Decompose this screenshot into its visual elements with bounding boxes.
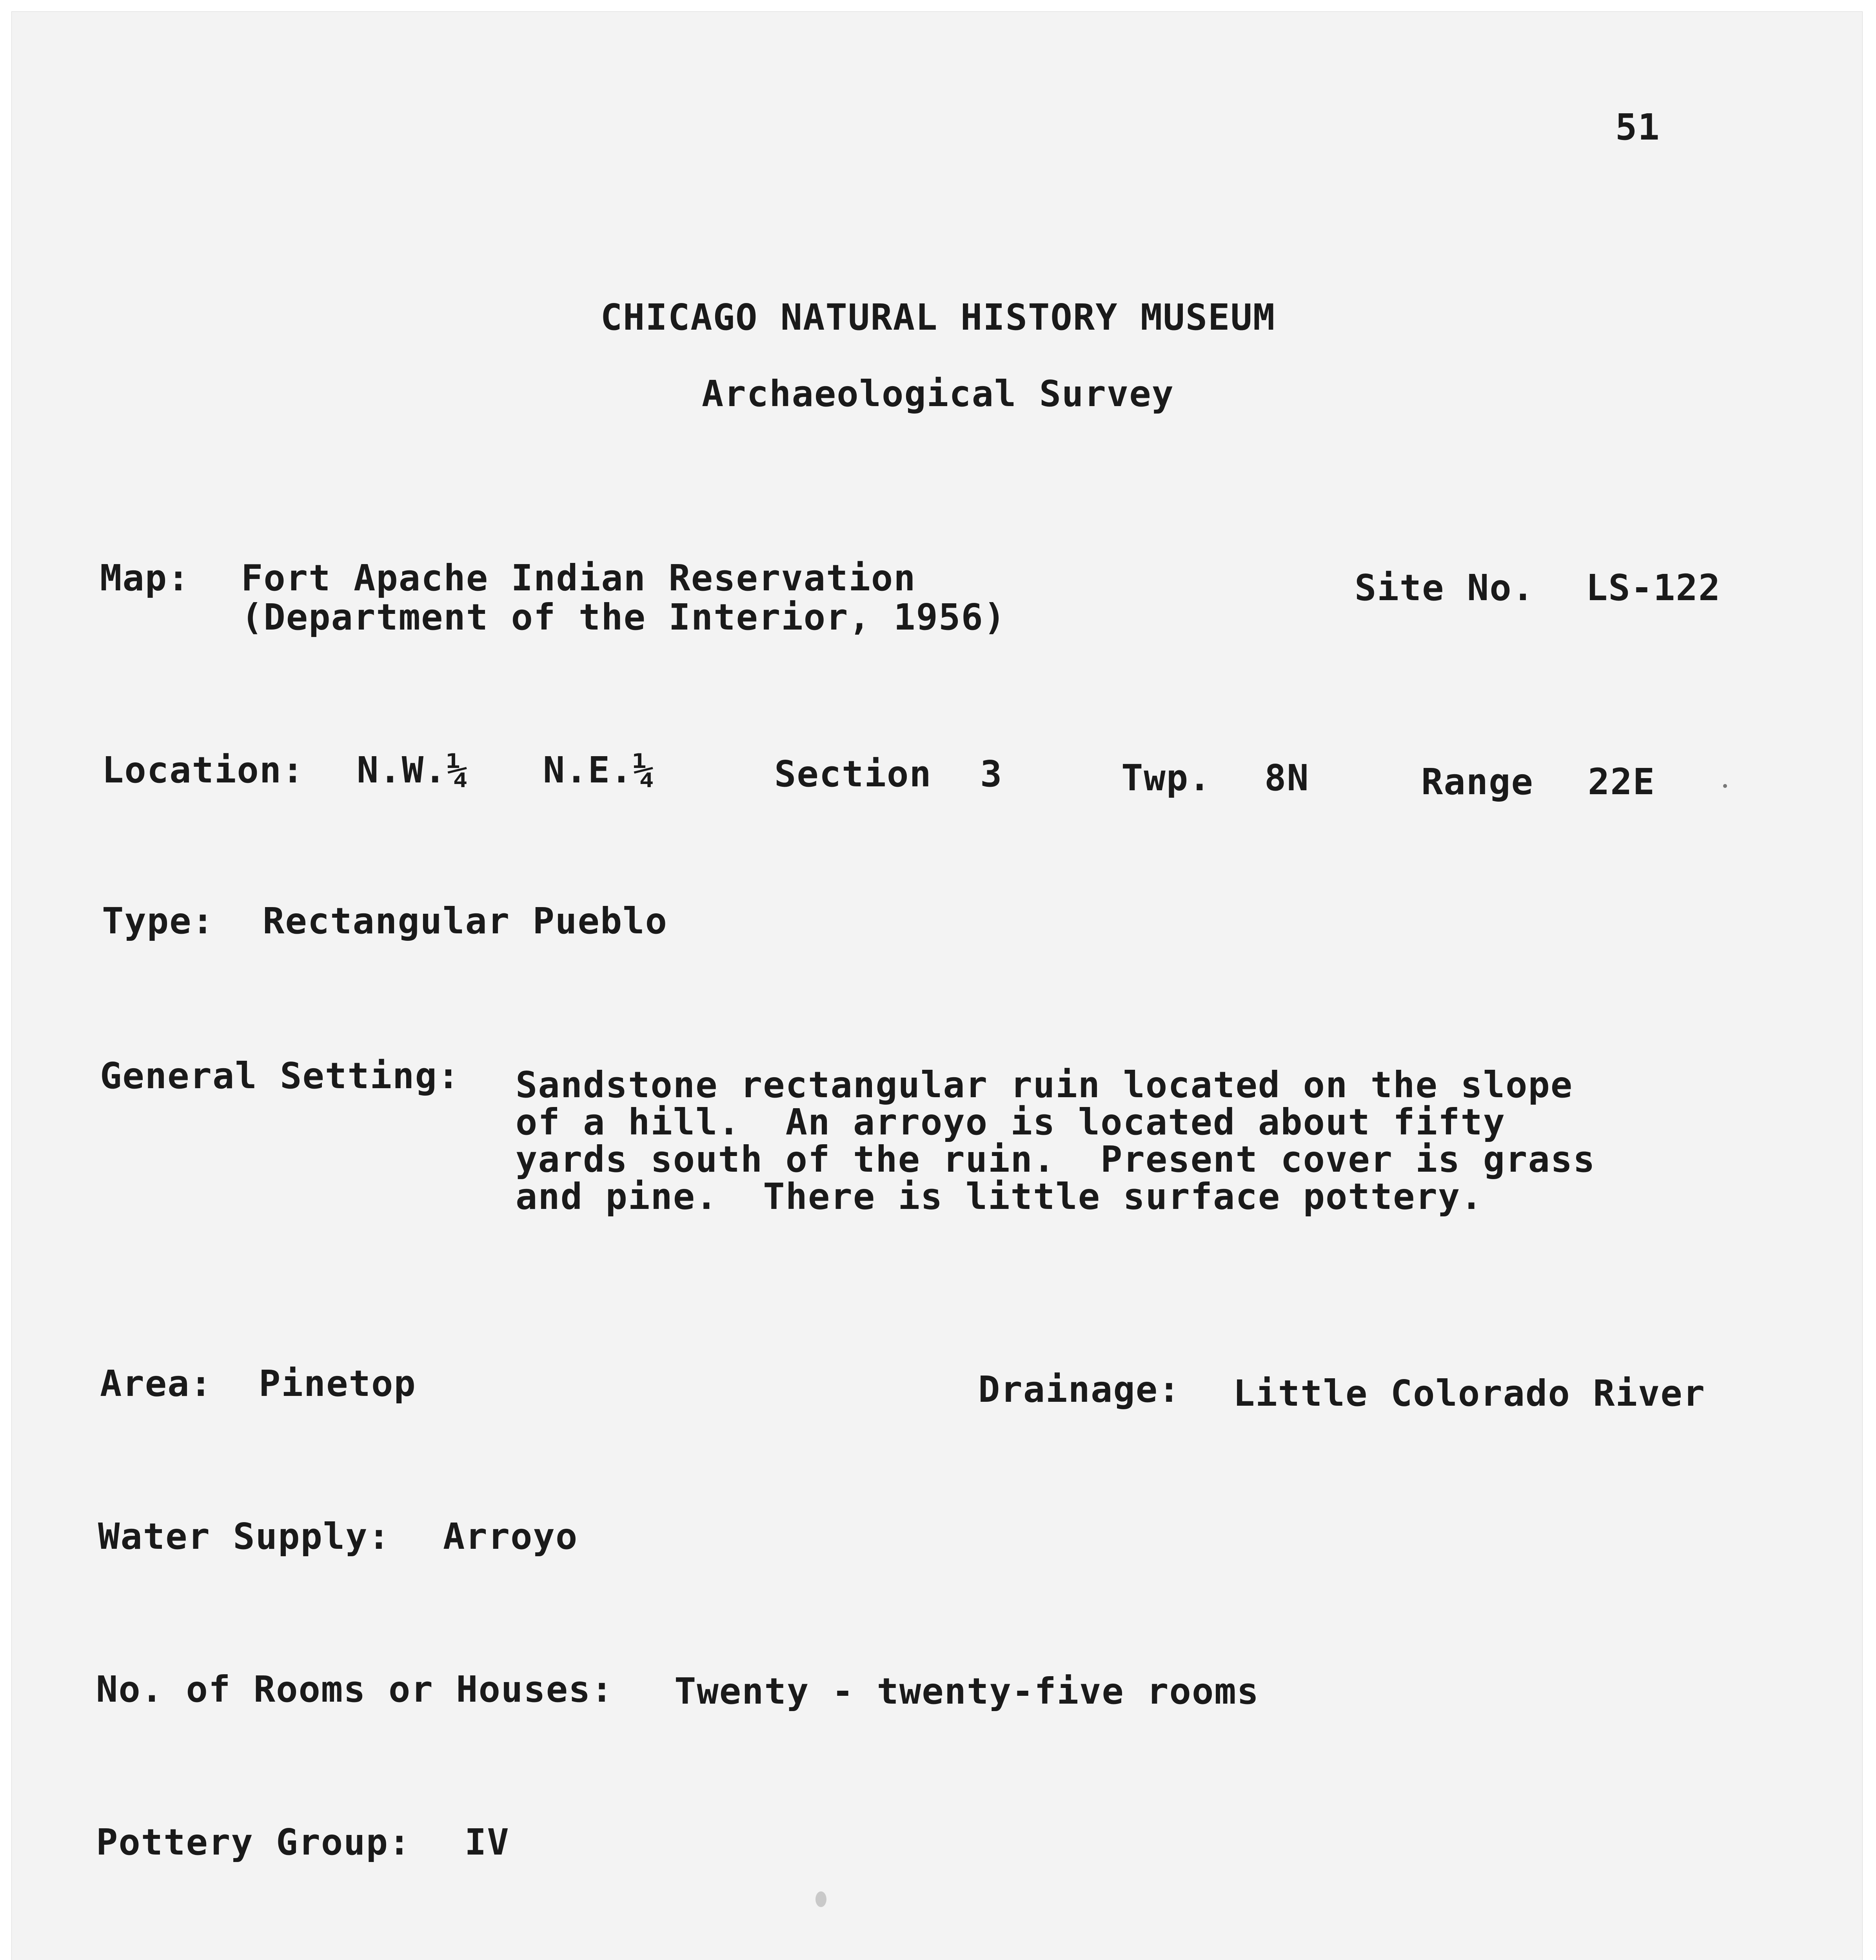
type-label: Type: — [102, 900, 214, 942]
section-value: 3 — [980, 753, 1003, 795]
map-publisher: (Department of the Interior, 1956) — [241, 596, 1006, 638]
section-label: Section — [774, 753, 932, 795]
location-northeast-quarter: N.E.¼ — [543, 749, 656, 791]
pottery-group-value: IV — [465, 1821, 510, 1863]
area-value: Pinetop — [259, 1363, 416, 1405]
pottery-group-label: Pottery Group: — [96, 1821, 411, 1863]
rooms-value: Twenty - twenty-five rooms — [674, 1670, 1260, 1712]
drainage-label: Drainage: — [978, 1368, 1181, 1410]
general-setting-line-4: and pine. There is little surface pottery. — [516, 1176, 1483, 1218]
general-setting-line-2: of a hill. An arroyo is located about fifty — [516, 1101, 1506, 1143]
drainage-value: Little Colorado River — [1233, 1372, 1706, 1414]
scan-smudge — [815, 1891, 826, 1907]
general-setting-line-3: yards south of the ruin. Present cover is grass — [516, 1138, 1596, 1180]
range-label: Range — [1421, 761, 1534, 803]
map-label: Map: — [100, 557, 190, 599]
page-number: 51 — [1615, 106, 1660, 148]
general-setting-label: General Setting: — [100, 1055, 460, 1097]
type-value: Rectangular Pueblo — [263, 900, 668, 942]
general-setting-line-1: Sandstone rectangular ruin located on the slope — [516, 1064, 1573, 1106]
survey-subtitle: Archaeological Survey — [701, 373, 1175, 415]
site-number-value: LS-122 — [1586, 567, 1721, 609]
township-label: Twp. — [1121, 757, 1211, 799]
site-number-label: Site No. — [1355, 567, 1535, 609]
township-value: 8N — [1264, 757, 1309, 799]
water-supply-value: Arroyo — [443, 1515, 578, 1557]
location-label: Location: — [102, 749, 305, 791]
rooms-label: No. of Rooms or Houses: — [96, 1668, 614, 1710]
institution-title: CHICAGO NATURAL HISTORY MUSEUM — [600, 296, 1276, 338]
area-label: Area: — [100, 1363, 212, 1405]
map-name: Fort Apache Indian Reservation — [241, 557, 916, 599]
range-value: 22E — [1588, 761, 1656, 803]
scan-speck — [1723, 784, 1727, 788]
water-supply-label: Water Supply: — [98, 1515, 391, 1557]
location-northwest-quarter: N.W.¼ — [357, 749, 469, 791]
